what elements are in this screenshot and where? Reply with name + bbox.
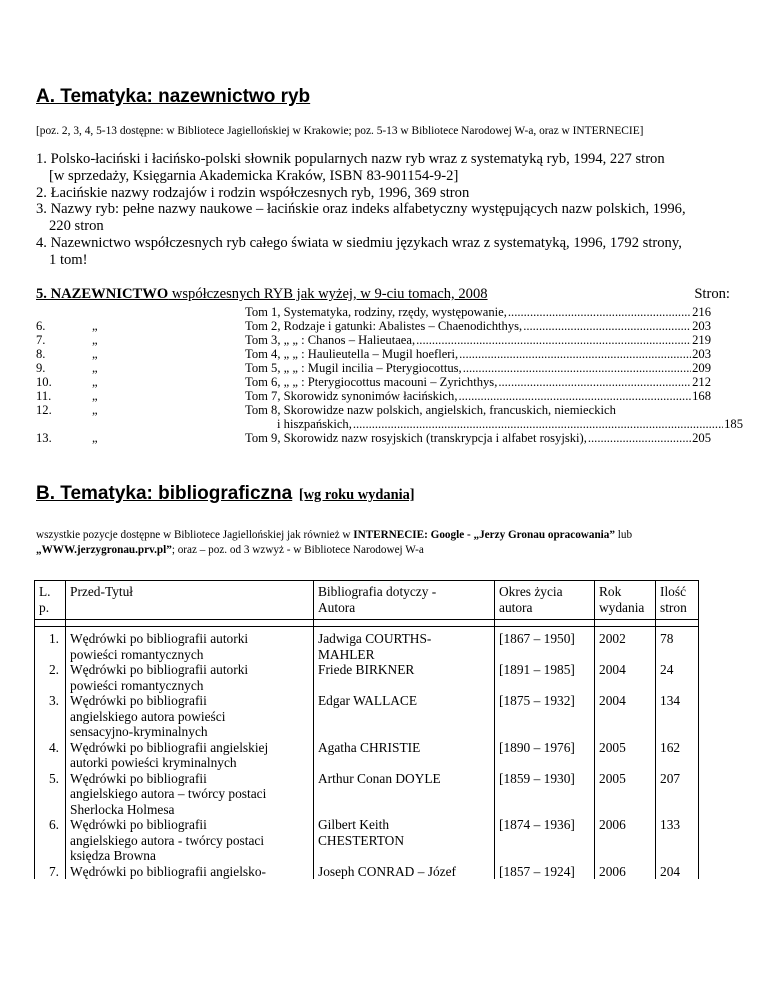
cell-line: Jadwiga COURTHS- <box>318 631 432 646</box>
cell-author <box>314 740 495 771</box>
note-text-2: lub <box>614 529 633 541</box>
table-row <box>35 817 699 864</box>
header-year <box>595 581 656 620</box>
cell-line: 6. <box>48 817 59 832</box>
cell-line: Edgar WALLACE <box>318 693 418 708</box>
cell-lifespan <box>495 817 595 864</box>
cell-line: Wędrówki po bibliografii <box>70 693 207 708</box>
cell-line: angielskiego autora powieści <box>70 708 226 724</box>
volume-title: Tom 1, Systematyka, rodziny, rzędy, występowanie, <box>245 305 507 319</box>
volume-pages: 216 <box>692 305 711 319</box>
cell-line: księdza Browna <box>70 848 156 863</box>
volume-entry <box>245 305 711 319</box>
cell-line: [1891 – 1985] <box>499 662 575 677</box>
volume-row <box>0 403 768 417</box>
header-line: Bibliografia dotyczy - <box>318 584 437 599</box>
volume-list <box>0 305 768 445</box>
cell-line: [1857 – 1924] <box>499 863 575 879</box>
table-row <box>35 627 699 663</box>
dot-leader <box>459 389 692 403</box>
list-item-continuation: 220 stron <box>49 218 104 235</box>
cell-line: 24 <box>660 662 674 677</box>
volume-row <box>0 319 768 333</box>
cell-line: Gilbert Keith <box>318 817 390 832</box>
cell-line: 2002 <box>599 631 626 646</box>
bibliography-table <box>34 580 699 879</box>
ditto-mark: „ <box>92 375 98 389</box>
header-line: p. <box>39 599 50 615</box>
cell-line: [1875 – 1932] <box>499 693 575 708</box>
cell-lp <box>35 627 66 663</box>
cell-lifespan <box>495 740 595 771</box>
cell-lifespan <box>495 662 595 693</box>
cell-author <box>314 627 495 663</box>
section-b-subtitle: [wg roku wydania] <box>298 487 415 503</box>
item-5-description: współczesnych RYB jak wyżej, w 9-ciu tomach, 2008 <box>168 286 488 302</box>
cell-line: Friede BIRKNER <box>318 662 415 677</box>
cell-year <box>595 693 656 740</box>
cell-line: [1874 – 1936] <box>499 817 575 832</box>
volume-title: Tom 7, Skorowidz synonimów łacińskich, <box>245 389 458 403</box>
cell-line: Sherlocka Holmesa <box>70 801 175 817</box>
list-item <box>36 185 686 202</box>
cell-line: CHESTERTON <box>318 832 404 848</box>
header-title <box>66 581 314 620</box>
cell-line: Wędrówki po bibliografii <box>70 770 207 786</box>
volume-pages: 212 <box>692 375 711 389</box>
dot-leader <box>523 319 691 333</box>
note-internet-google: INTERNECIE: Google - „Jerzy Gronau opracowania” <box>353 529 615 541</box>
header-line: Autora <box>318 599 356 615</box>
list-item-text: 3. Nazwy ryb: pełne nazwy naukowe – łacińskie oraz indeks alfabetyczny występujących nazw polskich, 1996, <box>36 201 686 218</box>
volume-title: i hiszpańskich, <box>277 417 352 431</box>
cell-line: 5. <box>48 770 59 786</box>
cell-line: Agatha CHRISTIE <box>318 739 421 755</box>
cell-title <box>66 864 314 880</box>
cell-title <box>66 662 314 693</box>
table-header-gap <box>35 620 699 627</box>
header-line: Rok <box>599 584 622 599</box>
cell-title <box>66 771 314 818</box>
header-line: autora <box>499 599 533 615</box>
cell-line: 78 <box>660 631 674 646</box>
ditto-mark: „ <box>92 333 98 347</box>
note-text-3: ; oraz – poz. od 3 wzwyż - w Bibliotece Narodowej W-a <box>171 544 424 556</box>
cell-lp <box>35 662 66 693</box>
volume-entry <box>245 417 743 431</box>
cell-line: 2006 <box>599 817 626 832</box>
header-pages <box>656 581 699 620</box>
header-line: Ilość <box>660 584 687 599</box>
cell-line: [1859 – 1930] <box>499 770 575 786</box>
volume-number: 13. <box>36 431 52 445</box>
list-item-text: 1. Polsko-łaciński i łacińsko-polski słownik popularnych nazw ryb wraz z systematyką ryb, 1994, 227 stron <box>36 151 665 167</box>
cell-title <box>66 627 314 663</box>
cell-line: sensacyjno-kryminalnych <box>70 724 208 739</box>
cell-line: 2006 <box>599 863 626 879</box>
list-item <box>36 201 686 235</box>
section-b-availability-note <box>36 528 736 558</box>
cell-lifespan <box>495 864 595 880</box>
header-lifespan <box>495 581 595 620</box>
cell-line: 1. <box>48 631 59 646</box>
cell-author <box>314 662 495 693</box>
table-row <box>35 662 699 693</box>
cell-line: Wędrówki po bibliografii angielskiej <box>70 739 269 755</box>
dot-leader <box>463 361 691 375</box>
volume-number: 9. <box>36 361 46 375</box>
volume-number: 10. <box>36 375 52 389</box>
volume-number: 8. <box>36 347 46 361</box>
volume-entry <box>245 403 711 417</box>
volume-row <box>0 333 768 347</box>
cell-line: Wędrówki po bibliografii autorki <box>70 631 249 646</box>
volume-number: 11. <box>36 389 52 403</box>
header-line: Przed-Tytuł <box>70 584 134 599</box>
cell-title <box>66 693 314 740</box>
cell-lifespan <box>495 693 595 740</box>
volume-row <box>0 417 768 431</box>
cell-lp <box>35 771 66 818</box>
volume-pages: 168 <box>692 389 711 403</box>
volume-pages: 219 <box>692 333 711 347</box>
ditto-mark: „ <box>92 431 98 445</box>
ditto-mark: „ <box>92 403 98 417</box>
cell-line: Joseph CONRAD – Józef <box>318 863 456 879</box>
cell-line: MAHLER <box>318 646 375 662</box>
cell-author <box>314 817 495 864</box>
volume-row <box>0 431 768 445</box>
cell-line: Wędrówki po bibliografii <box>70 817 207 832</box>
header-line: wydania <box>599 599 645 615</box>
item-5-label: 5. NAZEWNICTWO <box>36 286 169 302</box>
cell-line: angielskiego autora – twórcy postaci <box>70 786 267 801</box>
cell-line: angielskiego autora - twórcy postaci <box>70 832 265 848</box>
cell-year <box>595 740 656 771</box>
header-line: L. <box>39 584 51 599</box>
list-item-continuation: 1 tom! <box>49 251 88 268</box>
dot-leader <box>353 417 723 431</box>
table-row <box>35 740 699 771</box>
list-item-text: 4. Nazewnictwo współczesnych ryb całego świata w siedmiu językach wraz z systematyką, 1996, 1792 strony, <box>36 234 682 251</box>
cell-line: [1867 – 1950] <box>499 631 575 646</box>
item-5-heading <box>36 286 730 303</box>
cell-year <box>595 771 656 818</box>
volume-row <box>0 347 768 361</box>
cell-pages <box>656 771 699 818</box>
cell-year <box>595 817 656 864</box>
table-header-row <box>35 581 699 620</box>
cell-line: 207 <box>660 770 681 786</box>
dot-leader <box>508 305 691 319</box>
volume-row <box>0 375 768 389</box>
cell-line: powieści romantycznych <box>70 646 204 662</box>
cell-pages <box>656 693 699 740</box>
volume-title: Tom 2, Rodzaje i gatunki: Abalistes – Chaenodichthys, <box>245 319 523 333</box>
cell-pages <box>656 864 699 880</box>
section-a-title: A. Tematyka: nazewnictwo ryb <box>36 86 311 107</box>
header-author <box>314 581 495 620</box>
cell-year <box>595 864 656 880</box>
table-row <box>35 864 699 880</box>
cell-line: 2005 <box>599 739 626 755</box>
section-b-main-title: B. Tematyka: bibliograficzna <box>36 483 293 504</box>
cell-line: 2005 <box>599 770 626 786</box>
cell-author <box>314 771 495 818</box>
note-text-1: wszystkie pozycje dostępne w Bibliotece Jagiellońskiej jak również w <box>36 529 354 541</box>
dot-leader <box>588 431 691 445</box>
volume-entry <box>245 333 711 347</box>
ditto-mark: „ <box>92 389 98 403</box>
header-lp <box>35 581 66 620</box>
volume-number: 6. <box>36 319 46 333</box>
volume-title: Tom 5, „ „ : Mugil incilia – Pterygiocottus, <box>245 361 462 375</box>
cell-year <box>595 662 656 693</box>
volume-entry <box>245 361 711 375</box>
cell-line: 2004 <box>599 662 626 677</box>
cell-line: 4. <box>48 739 59 755</box>
volume-row <box>0 361 768 375</box>
cell-line: 162 <box>660 739 681 755</box>
cell-author <box>314 693 495 740</box>
volume-entry <box>245 375 711 389</box>
list-item-text: 2. Łacińskie nazwy rodzajów i rodzin współczesnych ryb, 1996, 369 stron <box>36 184 470 201</box>
cell-line: [1890 – 1976] <box>499 739 575 755</box>
cell-lifespan <box>495 771 595 818</box>
cell-line: powieści romantycznych <box>70 677 204 693</box>
cell-line: Wędrówki po bibliografii autorki <box>70 662 249 677</box>
volume-number: 7. <box>36 333 46 347</box>
cell-lp <box>35 817 66 864</box>
list-item-continuation: [w sprzedaży, Księgarnia Akademicka Kraków, ISBN 83-901154-9-2] <box>49 167 459 184</box>
volume-entry <box>245 389 711 403</box>
cell-line: 133 <box>660 817 681 832</box>
volume-row <box>0 305 768 319</box>
cell-line: Arthur Conan DOYLE <box>318 770 441 786</box>
cell-line: 7. <box>48 863 59 879</box>
volume-title: Tom 3, „ „ : Chanos – Halieutaea, <box>245 333 416 347</box>
header-line: stron <box>660 599 687 615</box>
volume-title: Tom 9, Skorowidz nazw rosyjskich (transkrypcja i alfabet rosyjski), <box>245 431 587 445</box>
cell-pages <box>656 740 699 771</box>
section-b-title <box>36 478 415 506</box>
cell-line: Wędrówki po bibliografii angielsko- <box>70 863 266 879</box>
pages-column-header: Stron: <box>694 286 730 302</box>
volume-title: Tom 4, „ „ : Haulieutella – Mugil hoefleri, <box>245 347 459 361</box>
ditto-mark: „ <box>92 347 98 361</box>
cell-line: autorki powieści kryminalnych <box>70 755 237 770</box>
volume-pages: 203 <box>692 319 711 333</box>
dot-leader <box>498 375 691 389</box>
cell-lp <box>35 693 66 740</box>
table-row <box>35 771 699 818</box>
list-item <box>36 151 686 185</box>
cell-title <box>66 740 314 771</box>
cell-pages <box>656 662 699 693</box>
cell-lp <box>35 740 66 771</box>
cell-pages <box>656 817 699 864</box>
cell-line: 134 <box>660 693 681 708</box>
cell-lp <box>35 864 66 880</box>
volume-pages: 209 <box>692 361 711 375</box>
list-item <box>36 235 686 269</box>
ditto-mark: „ <box>92 319 98 333</box>
volume-row <box>0 389 768 403</box>
volume-pages: 205 <box>692 431 711 445</box>
cell-title <box>66 817 314 864</box>
volume-entry <box>245 431 711 445</box>
fish-naming-list <box>36 151 686 269</box>
volume-entry <box>245 319 711 333</box>
section-a-availability-note: [poz. 2, 3, 4, 5-13 dostępne: w Bibliotece Jagiellońskiej w Krakowie; poz. 5-13 w Bibliotece Narodowej W-a, oraz w INTERNECIE] <box>36 125 644 137</box>
volume-pages: 185 <box>724 417 743 431</box>
cell-year <box>595 627 656 663</box>
note-website: „WWW.jerzygronau.prv.pl” <box>36 544 172 556</box>
cell-line: 3. <box>48 693 59 708</box>
dot-leader <box>459 347 691 361</box>
cell-line: 2004 <box>599 693 626 708</box>
cell-lifespan <box>495 627 595 663</box>
ditto-mark: „ <box>92 361 98 375</box>
volume-title: Tom 8, Skorowidze nazw polskich, angielskich, francuskich, niemieckich <box>245 403 616 417</box>
volume-pages: 203 <box>692 347 711 361</box>
volume-title: Tom 6, „ „ : Pterygiocottus macouni – Zyrichthys, <box>245 375 498 389</box>
cell-pages <box>656 627 699 663</box>
table-row <box>35 693 699 740</box>
header-line: Okres życia <box>499 584 563 599</box>
cell-line: 2. <box>48 662 59 677</box>
volume-number: 12. <box>36 403 52 417</box>
cell-author <box>314 864 495 880</box>
volume-entry <box>245 347 711 361</box>
dot-leader <box>416 333 691 347</box>
cell-line: 204 <box>660 863 681 879</box>
